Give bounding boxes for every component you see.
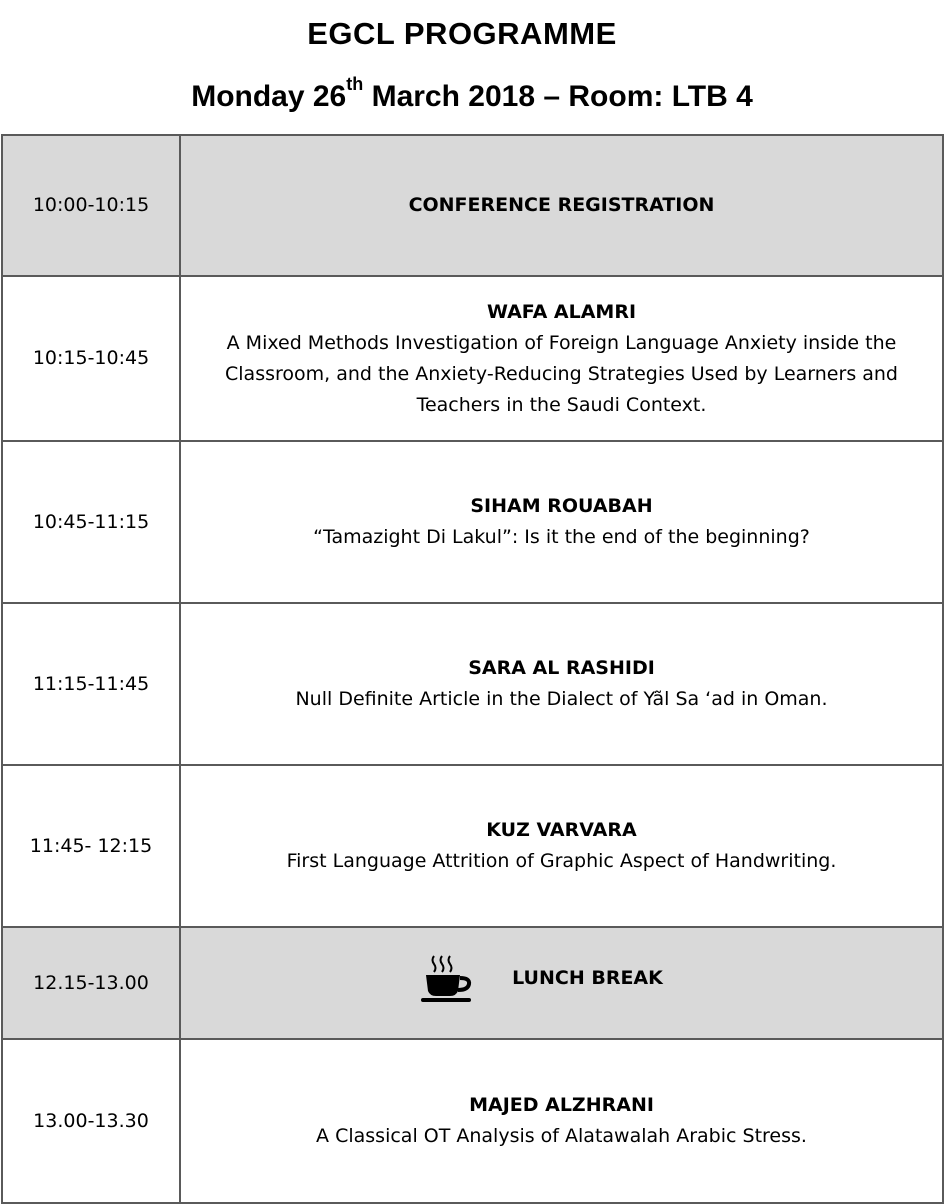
talk-title: A Mixed Methods Investigation of Foreign Language Anxiety inside the Classroom, and the Anxiety-Reducing Strategies Used by Learners and Teachers in the Saudi Context. [225, 331, 898, 416]
session-row [2, 1039, 943, 1203]
session-time: 11:15-11:45 [2, 603, 180, 765]
speaker-name: WAFA ALAMRI [486, 300, 637, 323]
session-time: 13.00-13.30 [2, 1039, 180, 1203]
talk-title: Null Definite Article in the Dialect of Yãl Sa ‘ad in Oman. [295, 688, 828, 710]
session-time: 10:45-11:15 [2, 441, 180, 603]
page-subtitle [0, 74, 944, 114]
subtitle-room: March 2018 – Room: LTB 4 [363, 80, 753, 113]
session-content [180, 276, 943, 441]
session-time: 10:15-10:45 [2, 276, 180, 441]
session-row-registration [2, 135, 943, 276]
speaker-name: KUZ VARVARA [486, 819, 637, 841]
session-label: CONFERENCE REGISTRATION [408, 194, 715, 216]
session-time: 10:00-10:15 [2, 135, 180, 276]
programme-table [1, 134, 944, 1204]
session-content [180, 603, 943, 765]
page-title: EGCL PROGRAMME [307, 16, 617, 51]
session-content [180, 441, 943, 603]
session-row [2, 765, 943, 927]
session-row [2, 276, 943, 441]
subtitle-ordinal: th [346, 74, 364, 94]
session-row-lunch [2, 927, 943, 1039]
talk-title: First Language Attrition of Graphic Aspect of Handwriting. [286, 850, 837, 872]
session-content [180, 1039, 943, 1203]
session-row [2, 603, 943, 765]
speaker-name: MAJED ALZHRANI [469, 1094, 654, 1116]
talk-title: “Tamazight Di Lakul”: Is it the end of the beginning? [313, 526, 810, 548]
session-content [180, 765, 943, 927]
talk-title: A Classical OT Analysis of Alatawalah Arabic Stress. [316, 1125, 807, 1147]
session-time: 12.15-13.00 [2, 927, 180, 1039]
speaker-name: SIHAM ROUABAH [470, 495, 653, 517]
session-label: LUNCH BREAK [512, 966, 663, 989]
speaker-name: SARA AL RASHIDI [468, 657, 655, 679]
coffee-cup-icon [420, 953, 474, 1003]
subtitle-date: Monday 26 [191, 80, 347, 113]
session-content [180, 135, 943, 276]
session-time: 11:45- 12:15 [2, 765, 180, 927]
session-row [2, 441, 943, 603]
session-content [180, 927, 943, 1039]
